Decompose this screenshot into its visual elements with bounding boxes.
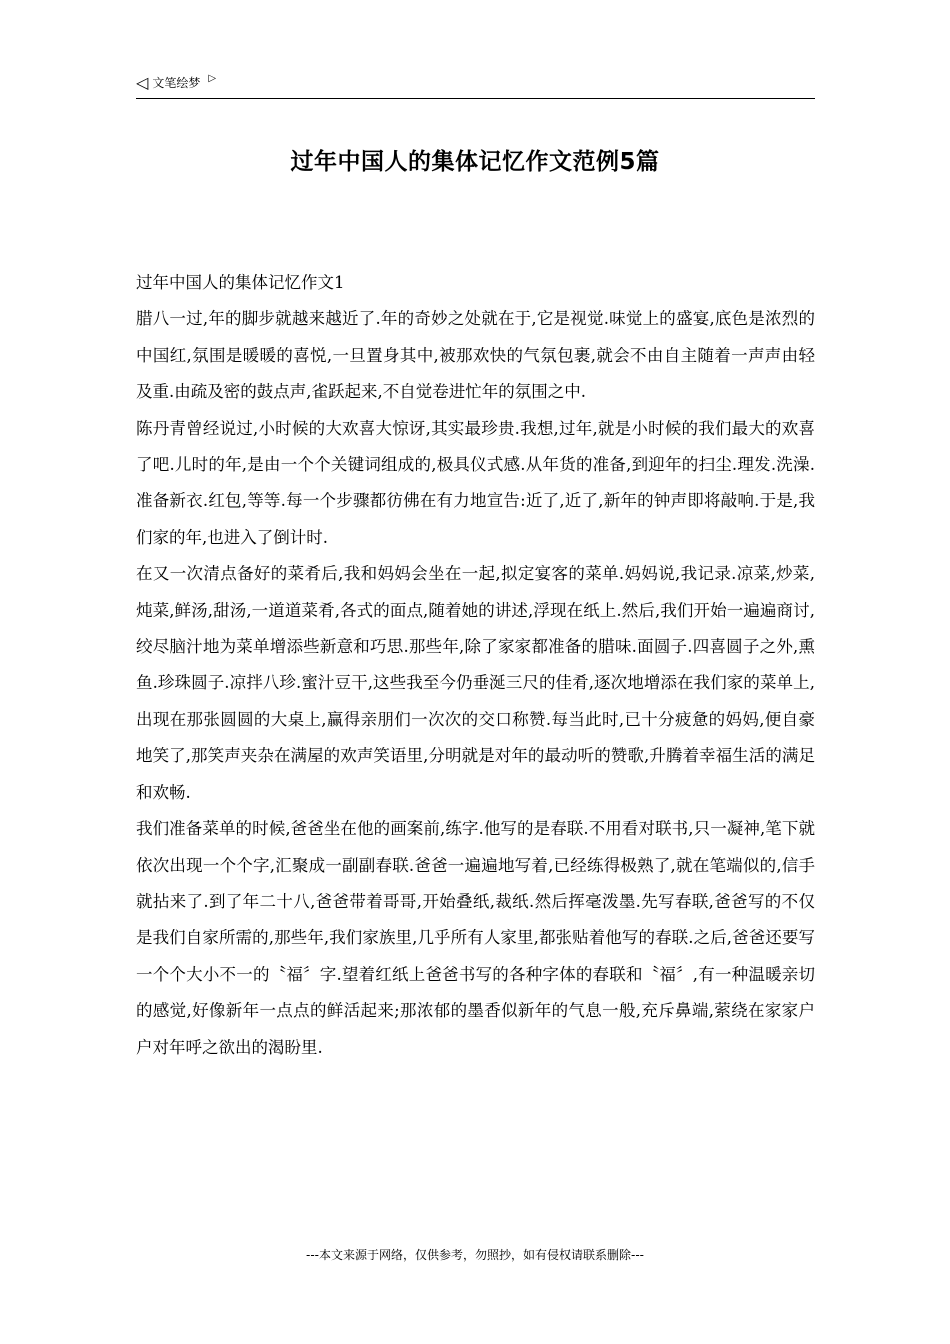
page-header: [136, 72, 815, 99]
paragraph: 腊八一过,年的脚步就越来越近了.年的奇妙之处就在于,它是视觉.味觉上的盛宴,底色是浓烈的中国红,氛围是暖暖的喜悦,一旦置身其中,被那欢快的气氛包裹,就会不由自主随着一声声由轻及重.由疏及密的鼓点声,雀跃起来,不自觉卷进忙年的氛围之中.: [136, 309, 815, 402]
triangle-right-icon: ▷: [208, 73, 217, 84]
document-body: [136, 265, 815, 1066]
section-heading: 过年中国人的集体记忆作文1: [136, 273, 345, 292]
triangle-left-icon: ◁: [136, 73, 149, 92]
brand: [136, 75, 216, 91]
paragraph: 我们准备菜单的时候,爸爸坐在他的画案前,练字.他写的是春联.不用看对联书,只一凝神,笔下就依次出现一个个字,汇聚成一副副春联.爸爸一遍遍地写着,已经练得极熟了,就在笔端似的,信手就拈来了.到了年二十八,爸爸带着哥哥,开始叠纸,裁纸.然后挥毫泼墨.先写春联,爸爸写的不仅是我们自家所需的,那些年,我们家族里,几乎所有人家里,都张贴着他写的春联.之后,爸爸还要写一个个大小不一的〝福〞字.望着红纸上爸爸书写的各种字体的春联和〝福〞,有一种温暖亲切的感觉,好像新年一点点的鲜活起来;那浓郁的墨香似新年的气息一般,充斥鼻端,萦绕在家家户户对年呼之欲出的渴盼里.: [136, 819, 815, 1057]
footer-notice: ---本文来源于网络，仅供参考，勿照抄，如有侵权请联系删除---: [306, 1248, 644, 1262]
brand-name: 文笔绘梦: [152, 76, 201, 90]
page-title: 过年中国人的集体记忆作文范例5篇: [290, 149, 660, 175]
paragraph: 陈丹青曾经说过,小时候的大欢喜大惊讶,其实最珍贵.我想,过年,就是小时候的我们最大的欢喜了吧.儿时的年,是由一个个关键词组成的,极具仪式感.从年货的准备,到迎年的扫尘.理发.洗澡.准备新衣.红包,等等.每一个步骤都彷佛在有力地宣告:近了,近了,新年的钟声即将敲响.于是,我们家的年,也进入了倒计时.: [136, 418, 815, 547]
paragraph: 在又一次清点备好的菜肴后,我和妈妈会坐在一起,拟定宴客的菜单.妈妈说,我记录.凉菜,炒菜,炖菜,鲜汤,甜汤,一道道菜肴,各式的面点,随着她的讲述,浮现在纸上.然后,我们开始一遍遍商讨,绞尽脑汁地为菜单增添些新意和巧思.那些年,除了家家都准备的腊味.面圆子.四喜圆子之外,熏鱼.珍珠圆子.凉拌八珍.蜜汁豆干,这些我至今仍垂涎三尺的佳肴,逐次地增添在我们家的菜单上,出现在那张圆圆的大桌上,赢得亲朋们一次次的交口称赞.每当此时,已十分疲惫的妈妈,便自豪地笑了,那笑声夹杂在满屋的欢声笑语里,分明就是对年的最动听的赞歌,升腾着幸福生活的满足和欢畅.: [136, 564, 815, 802]
